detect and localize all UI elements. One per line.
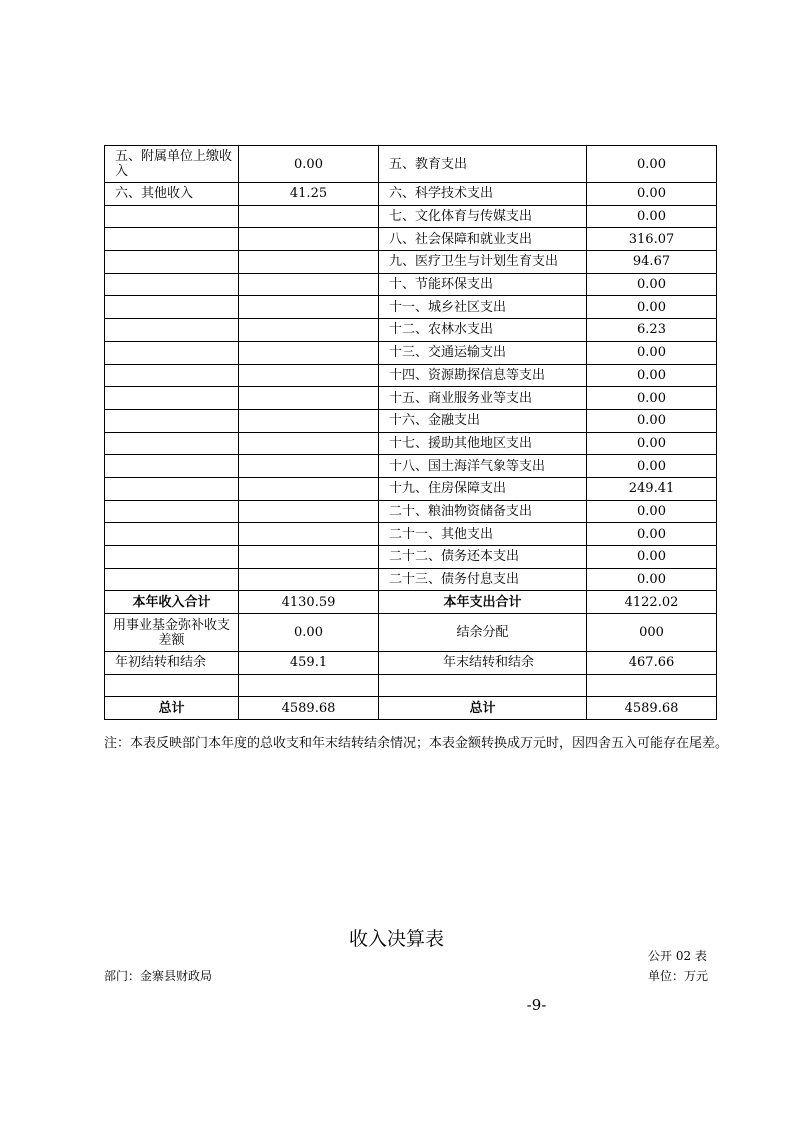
surplus-value: 000	[587, 614, 717, 652]
expense-item-value: 0.00	[587, 296, 717, 319]
income-item-label	[105, 477, 239, 500]
begin-carryover-value: 459.1	[239, 652, 379, 675]
empty-cell	[105, 674, 239, 697]
income-item-label: 五、附属单位上缴收入	[105, 146, 239, 183]
expense-item-value: 0.00	[587, 455, 717, 478]
income-item-value	[239, 364, 379, 387]
income-item-label	[105, 296, 239, 319]
table-note: 注：本表反映部门本年度的总收支和年末结转结余情况；本表金额转换成万元时，因四舍五入可能存在尾差。	[104, 736, 729, 751]
income-item-label	[105, 228, 239, 251]
expense-item-label: 十二、农林水支出	[379, 319, 587, 342]
expense-item-label: 十、节能环保支出	[379, 273, 587, 296]
end-carryover-label: 年末结转和结余	[379, 652, 587, 675]
expense-item-label: 十三、交通运输支出	[379, 341, 587, 364]
table-row	[105, 455, 717, 478]
end-carryover-value: 467.66	[587, 652, 717, 675]
expense-item-value: 316.07	[587, 228, 717, 251]
income-item-label: 六、其他收入	[105, 183, 239, 206]
income-item-label	[105, 341, 239, 364]
expense-item-label: 十八、国土海洋气象等支出	[379, 455, 587, 478]
expense-item-value: 0.00	[587, 523, 717, 546]
income-item-label	[105, 523, 239, 546]
income-item-label	[105, 251, 239, 274]
income-item-label	[105, 387, 239, 410]
income-item-label	[105, 500, 239, 523]
expense-item-label: 二十、粮油物资储备支出	[379, 500, 587, 523]
expense-item-value: 0.00	[587, 364, 717, 387]
expense-item-value: 0.00	[587, 146, 717, 183]
expense-item-label: 二十一、其他支出	[379, 523, 587, 546]
expense-item-label: 十一、城乡社区支出	[379, 296, 587, 319]
grand-total-right-value: 4589.68	[587, 697, 717, 720]
expense-item-value: 0.00	[587, 409, 717, 432]
expense-item-value: 0.00	[587, 205, 717, 228]
income-item-label	[105, 546, 239, 569]
income-item-value	[239, 477, 379, 500]
expense-item-value: 0.00	[587, 273, 717, 296]
income-item-value: 0.00	[239, 146, 379, 183]
income-item-value	[239, 319, 379, 342]
expense-item-value: 0.00	[587, 341, 717, 364]
expense-item-label: 十四、资源勘探信息等支出	[379, 364, 587, 387]
table-row	[105, 387, 717, 410]
budget-summary-table	[104, 145, 717, 720]
expense-item-label: 七、文化体育与传媒支出	[379, 205, 587, 228]
table-row	[105, 568, 717, 591]
table-row	[105, 523, 717, 546]
table-row	[105, 251, 717, 274]
income-item-label	[105, 409, 239, 432]
income-item-label	[105, 568, 239, 591]
expense-item-label: 十九、住房保障支出	[379, 477, 587, 500]
expense-item-label: 十六、金融支出	[379, 409, 587, 432]
income-item-value	[239, 251, 379, 274]
expense-item-label: 二十二、债务还本支出	[379, 546, 587, 569]
empty-cell	[587, 674, 717, 697]
table-row-annual-total	[105, 591, 717, 614]
grand-total-left-value: 4589.68	[239, 697, 379, 720]
income-item-value	[239, 205, 379, 228]
grand-total-right-label: 总计	[379, 697, 587, 720]
expense-item-value: 0.00	[587, 500, 717, 523]
expense-total-label: 本年支出合计	[379, 591, 587, 614]
expense-item-label: 五、教育支出	[379, 146, 587, 183]
income-total-value: 4130.59	[239, 591, 379, 614]
income-item-value	[239, 432, 379, 455]
table-row	[105, 432, 717, 455]
expense-item-label: 六、科学技术支出	[379, 183, 587, 206]
income-item-value	[239, 341, 379, 364]
expense-item-value: 0.00	[587, 432, 717, 455]
expense-item-value: 6.23	[587, 319, 717, 342]
table-row	[105, 296, 717, 319]
table-body	[105, 146, 717, 720]
table-row	[105, 341, 717, 364]
expense-item-value: 249.41	[587, 477, 717, 500]
expense-total-value: 4122.02	[587, 591, 717, 614]
income-item-value	[239, 523, 379, 546]
income-item-label	[105, 319, 239, 342]
table-row-fund	[105, 614, 717, 652]
department-label: 部门：金寨县财政局	[104, 969, 213, 983]
expense-item-value: 0.00	[587, 387, 717, 410]
income-item-value	[239, 546, 379, 569]
fund-label: 用事业基金弥补收支差额	[105, 614, 239, 652]
table-row-carryover	[105, 652, 717, 675]
unit-label: 单位：万元	[648, 969, 709, 983]
income-item-value	[239, 296, 379, 319]
table-row	[105, 409, 717, 432]
income-item-label	[105, 205, 239, 228]
expense-item-label: 八、社会保障和就业支出	[379, 228, 587, 251]
form-number: 公开 02 表	[648, 949, 707, 963]
table-row	[105, 477, 717, 500]
page-number: -9-	[526, 996, 547, 1014]
income-item-label	[105, 432, 239, 455]
table-row-grand-total	[105, 697, 717, 720]
table-row	[105, 205, 717, 228]
expense-item-value: 0.00	[587, 183, 717, 206]
expense-item-label: 十七、援助其他地区支出	[379, 432, 587, 455]
income-item-label	[105, 273, 239, 296]
table-row	[105, 146, 717, 183]
expense-item-label: 二十三、债务付息支出	[379, 568, 587, 591]
income-item-value	[239, 387, 379, 410]
grand-total-left-label: 总计	[105, 697, 239, 720]
income-item-value	[239, 228, 379, 251]
expense-item-value: 0.00	[587, 568, 717, 591]
expense-item-value: 94.67	[587, 251, 717, 274]
income-total-label: 本年收入合计	[105, 591, 239, 614]
table-row	[105, 228, 717, 251]
income-item-value	[239, 500, 379, 523]
expense-item-label: 九、医疗卫生与计划生育支出	[379, 251, 587, 274]
table-row	[105, 319, 717, 342]
expense-item-label: 十五、商业服务业等支出	[379, 387, 587, 410]
table-row	[105, 183, 717, 206]
table-row	[105, 273, 717, 296]
fund-value: 0.00	[239, 614, 379, 652]
empty-cell	[379, 674, 587, 697]
income-item-value: 41.25	[239, 183, 379, 206]
income-item-value	[239, 568, 379, 591]
empty-cell	[239, 674, 379, 697]
begin-carryover-label: 年初结转和结余	[105, 652, 239, 675]
income-item-value	[239, 409, 379, 432]
table-row	[105, 546, 717, 569]
table-row	[105, 500, 717, 523]
next-table-title: 收入决算表	[348, 928, 444, 950]
table-row	[105, 364, 717, 387]
expense-item-value: 0.00	[587, 546, 717, 569]
surplus-label: 结余分配	[379, 614, 587, 652]
income-item-label	[105, 364, 239, 387]
income-item-value	[239, 273, 379, 296]
income-item-label	[105, 455, 239, 478]
income-item-value	[239, 455, 379, 478]
table-row-empty	[105, 674, 717, 697]
